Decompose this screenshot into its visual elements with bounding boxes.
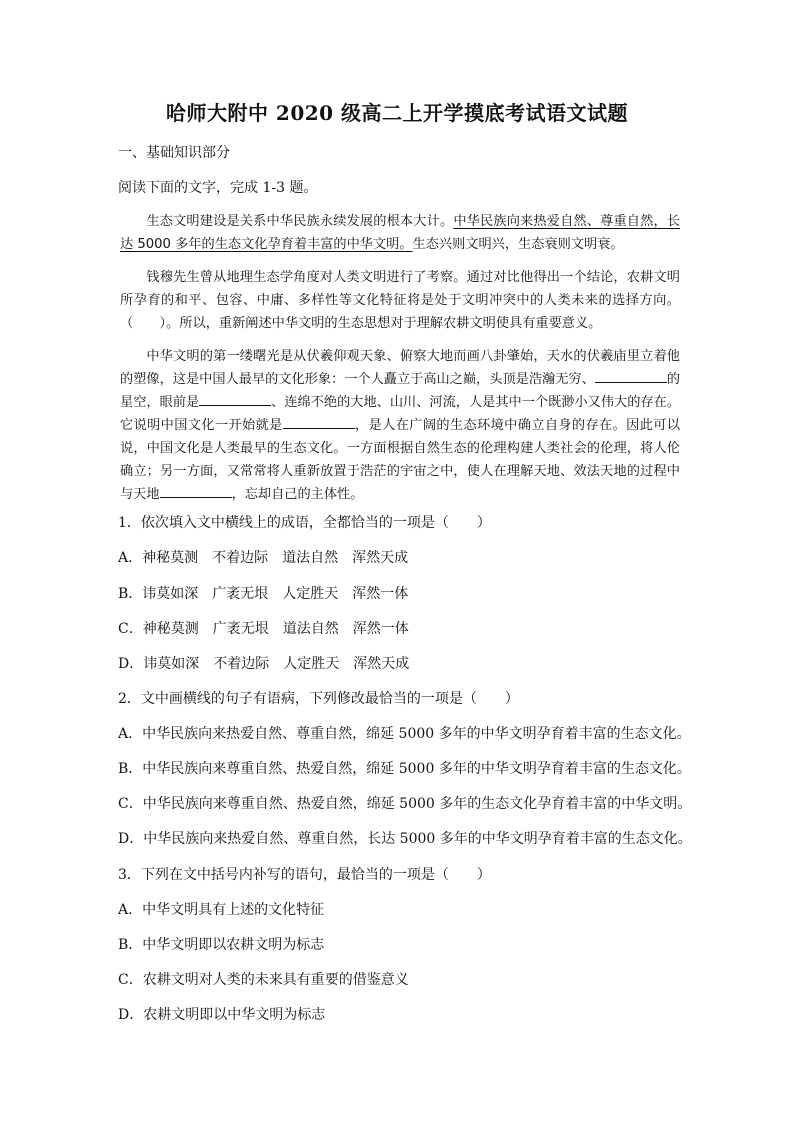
question-2-stem: 2．文中画横线的句子有语病，下列修改最恰当的一项是（ ） [118,691,519,707]
underlined-sentence: 中华民族向来热爱自然、尊重自然，长达 5000 多年的生态文化孕育着丰富的中华文明。 [120,214,681,252]
passage-text: 生态文明建设是关系中华民族永续发展的根本大计。 [146,214,454,229]
question-3-option-a: A．中华文明具有上述的文化特征 [118,902,325,918]
passage-text: 钱穆先生曾从地理生态学角度对人类文明进行了考察。通过对比他得出一个结论，农耕文明所孕育的和平、包容、中庸、多样性等文化特征将是处于文明冲突中的人类未来的选择方向。（ ）。所以，重新阐述中华文明的生态思想对于理解农耕文明使具有重要意义。 [120,270,680,331]
question-2-option-b: B．中华民族向来尊重自然、热爱自然，绵延 5000 多年的中华文明孕育着丰富的生态文化。 [118,761,691,777]
passage-text: 生态兴则文明兴，生态衰则文明衰。 [412,237,624,252]
option-term: 道法自然 [282,550,339,566]
question-2-option-c: C．中华民族向来尊重自然、热爱自然，绵延 5000 多年的生态文化孕育着丰富的中华文明。 [118,796,692,812]
option-term: A．神秘莫测 [118,550,199,566]
option-term: C．神秘莫测 [118,621,199,637]
option-term: B．讳莫如深 [118,586,199,602]
question-3-option-d: D．农耕文明即以中华文明为标志 [118,1007,326,1023]
question-1-option-c [118,618,409,638]
question-3-stem: 3．下列在文中括号内补写的语句，最恰当的一项是（ ） [118,867,491,883]
question-2-option-a: A．中华民族向来热爱自然、尊重自然，绵延 5000 多年的中华文明孕育着丰富的生态文化。 [118,726,691,742]
passage-paragraph-2 [120,266,680,335]
fill-blank-3 [283,414,355,429]
fill-blank-2 [199,391,271,406]
passage-text: ，忘却自己的主体性。 [231,487,364,502]
option-term: 浑然一体 [352,621,409,637]
passage-text: ，是人在广阔的生态环境中确立自身的存在。因此可以说，中国文化是人类最早的生态文化。一方面根据自然生态的伦理构建人类社会的伦理，将人伦确立；另一方面，又常常将人重新放置于浩茫的宇宙之中，使人在理解天地、效法天地的过程中与天地 [120,418,681,502]
question-1-option-d [118,653,409,673]
passage-text: 的星空，眼前是 [120,372,681,410]
option-term: 浑然天成 [352,550,409,566]
question-1-option-a [118,547,408,567]
passage-paragraph-3 [120,345,680,506]
question-3-option-c: C．农耕文明对人类的未来具有重要的借鉴意义 [118,972,409,988]
fill-blank-1 [595,368,667,383]
passage-text: 中华文明的第一缕曙光是从伏羲仰观天象、俯察大地而画八卦肇始，天水的伏羲庙里立着他的塑像，这是中国人最早的文化形象：一个人矗立于高山之巅，头顶是浩瀚无穷、 [120,349,680,387]
question-2-option-d: D．中华民族向来热爱自然、尊重自然，长达 5000 多年的中华文明孕育着丰富的生态文化。 [118,831,692,847]
reading-instruction: 阅读下面的文字，完成 1-3 题。 [118,180,318,196]
option-term: 人定胜天 [283,656,340,672]
option-term: 不着边际 [213,656,270,672]
fill-blank-4 [160,483,232,498]
section-heading: 一、基础知识部分 [118,145,230,161]
question-1-stem: 1．依次填入文中横线上的成语，全都恰当的一项是（ ） [118,515,491,531]
exam-title: 哈师大附中 2020 级高二上开学摸底考试语文试题 [165,101,629,125]
passage-text: 、连绵不绝的大地、山川、河流，人是其中一个既渺小又伟大的存在。它说明中国文化一开始就是 [120,395,681,433]
option-term: D．讳莫如深 [118,656,200,672]
option-term: 浑然天成 [353,656,410,672]
question-3-option-b: B．中华文明即以农耕文明为标志 [118,937,325,953]
question-1-option-b [118,583,408,603]
option-term: 广袤无垠 [212,586,269,602]
passage-paragraph-1 [120,210,680,256]
option-term: 不着边际 [212,550,269,566]
option-term: 广袤无垠 [212,621,269,637]
option-term: 浑然一体 [352,586,409,602]
option-term: 道法自然 [282,621,339,637]
option-term: 人定胜天 [282,586,339,602]
